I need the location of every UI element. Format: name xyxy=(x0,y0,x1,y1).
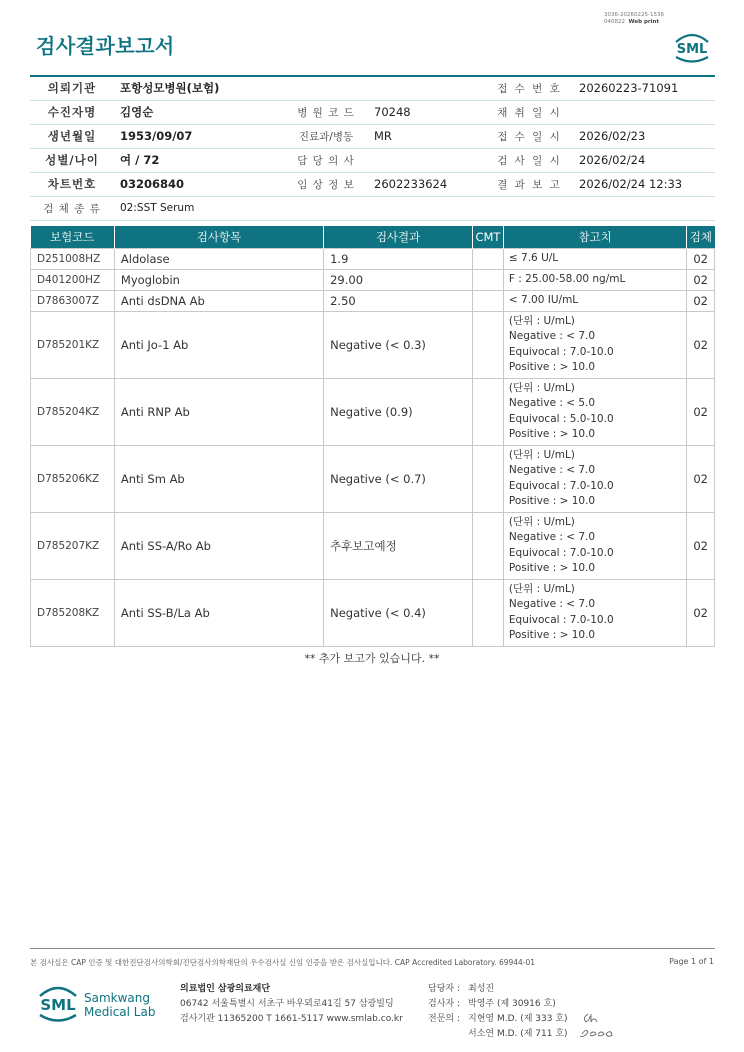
header-insurance-code: 보험코드 xyxy=(31,226,115,248)
reference-line: (단위 : U/mL) xyxy=(508,582,575,595)
reference-line: (단위 : U/mL) xyxy=(508,381,575,394)
label-report-time: 결 과 보 고 xyxy=(486,172,573,196)
cell-cmt xyxy=(472,290,503,311)
table-row xyxy=(31,248,715,269)
reference-line: Negative : < 7.0 xyxy=(508,531,596,543)
label-clinical-info: 임 상 정 보 xyxy=(284,172,368,196)
cell-specimen: 02 xyxy=(687,445,715,512)
staff-role xyxy=(428,1027,468,1042)
staff-name: 서소연 M.D. (제 711 호) xyxy=(468,1029,568,1039)
table-row xyxy=(31,269,715,290)
label-doctor: 담 당 의 사 xyxy=(284,148,368,172)
cell-result: 2.50 xyxy=(324,290,473,311)
print-meta-label: Web print xyxy=(628,19,660,25)
cell-result: Negative (0.9) xyxy=(324,378,473,445)
cell-test-item: Anti SS-B/La Ab xyxy=(114,579,323,646)
reference-line: Equivocal : 5.0-10.0 xyxy=(508,412,614,425)
label-department: 진료과/병동 xyxy=(284,124,368,148)
cell-specimen: 02 xyxy=(687,579,715,646)
cell-insurance-code: D785201KZ xyxy=(31,311,115,378)
info-row xyxy=(30,124,715,148)
staff-row xyxy=(428,982,568,997)
cell-insurance-code: D785204KZ xyxy=(31,378,115,445)
cell-specimen: 02 xyxy=(687,512,715,579)
label-receipt-time: 접 수 일 시 xyxy=(486,124,573,148)
cell-test-item: Anti Jo-1 Ab xyxy=(114,311,323,378)
value-patient-name: 김영순 xyxy=(114,100,284,124)
label-requesting-org: 의뢰기관 xyxy=(30,76,114,100)
cell-reference xyxy=(503,512,686,579)
cell-insurance-code: D785207KZ xyxy=(31,512,115,579)
results-header-row xyxy=(31,226,715,248)
label-sex-age: 성별/나이 xyxy=(30,148,114,172)
value-birth-date: 1953/09/07 xyxy=(114,124,284,148)
staff-list xyxy=(428,982,568,1042)
reference-line: F : 25.00-58.00 ng/mL xyxy=(508,272,626,285)
cell-specimen: 02 xyxy=(687,378,715,445)
footer-organization xyxy=(180,982,403,1027)
sml-logo-icon xyxy=(670,28,714,64)
cell-result: Negative (< 0.3) xyxy=(324,311,473,378)
cell-test-item: Anti RNP Ab xyxy=(114,378,323,445)
staff-name: 지현영 M.D. (제 333 호) xyxy=(468,1014,568,1024)
cell-cmt xyxy=(472,445,503,512)
org-name: 의료법인 삼광의료재단 xyxy=(180,984,271,994)
reference-line: Equivocal : 7.0-10.0 xyxy=(508,613,614,626)
cell-test-item: Anti dsDNA Ab xyxy=(114,290,323,311)
cell-reference xyxy=(503,311,686,378)
value-chart-no: 03206840 xyxy=(114,172,284,196)
reference-line: (단위 : U/mL) xyxy=(508,314,575,327)
logo-text: SML xyxy=(676,42,708,57)
label-specimen-type: 검 체 종 류 xyxy=(30,196,114,220)
label-receipt-no: 접 수 번 호 xyxy=(486,76,573,100)
value-hospital-code: 70248 xyxy=(368,100,486,124)
header-result: 검사결과 xyxy=(324,226,473,248)
footer-logo-line1: Samkwang xyxy=(84,991,150,1005)
table-row xyxy=(31,445,715,512)
signature-image xyxy=(578,1008,614,1042)
cell-result: 추후보고예정 xyxy=(324,512,473,579)
header-specimen: 검체 xyxy=(687,226,715,248)
info-row xyxy=(30,196,715,220)
cell-cmt xyxy=(472,311,503,378)
label-patient-name: 수진자명 xyxy=(30,100,114,124)
staff-role: 전문의 : xyxy=(428,1014,460,1024)
value-receipt-time: 2026/02/23 xyxy=(573,124,715,148)
cell-reference xyxy=(503,248,686,269)
header-reference: 참고치 xyxy=(503,226,686,248)
cell-test-item: Anti Sm Ab xyxy=(114,445,323,512)
reference-line: Positive : > 10.0 xyxy=(508,495,596,507)
page-number: Page 1 of 1 xyxy=(669,957,714,966)
cell-cmt xyxy=(472,512,503,579)
cell-insurance-code: D785208KZ xyxy=(31,579,115,646)
staff-row xyxy=(428,1012,568,1027)
reference-line: (단위 : U/mL) xyxy=(508,515,575,528)
reference-line: Positive : > 10.0 xyxy=(508,428,596,440)
footer-logo-text: SML xyxy=(40,996,76,1014)
cell-insurance-code: D251008HZ xyxy=(31,248,115,269)
staff-role: 검사자 : xyxy=(428,999,460,1009)
table-row xyxy=(31,512,715,579)
info-row xyxy=(30,172,715,196)
info-row xyxy=(30,100,715,124)
table-row xyxy=(31,579,715,646)
footer-logo-line2: Medical Lab xyxy=(84,1005,156,1019)
cell-cmt xyxy=(472,248,503,269)
reference-line: Positive : > 10.0 xyxy=(508,361,596,373)
info-row xyxy=(30,76,715,100)
certification-text: 본 검사실은 CAP 인증 및 대한진단검사의학회/진단검사의학재단의 우수검사실 신임 인증을 받은 검사실입니다. CAP Accredited Laboratory. 69944-01 xyxy=(30,958,536,967)
cell-reference xyxy=(503,269,686,290)
table-row xyxy=(31,378,715,445)
cell-specimen: 02 xyxy=(687,290,715,311)
staff-role: 담당자 : xyxy=(428,984,460,994)
cell-result: 29.00 xyxy=(324,269,473,290)
header-cmt: CMT xyxy=(472,226,503,248)
reference-line: Equivocal : 7.0-10.0 xyxy=(508,546,614,559)
cell-test-item: Anti SS-A/Ro Ab xyxy=(114,512,323,579)
reference-line: Positive : > 10.0 xyxy=(508,629,596,641)
cell-cmt xyxy=(472,378,503,445)
cell-insurance-code: D401200HZ xyxy=(31,269,115,290)
reference-line: Equivocal : 7.0-10.0 xyxy=(508,479,614,492)
cell-specimen: 02 xyxy=(687,311,715,378)
label-chart-no: 차트번호 xyxy=(30,172,114,196)
cell-cmt xyxy=(472,269,503,290)
label-test-time: 검 사 일 시 xyxy=(486,148,573,172)
cell-result: Negative (< 0.4) xyxy=(324,579,473,646)
footer-divider xyxy=(30,948,715,949)
cell-result: Negative (< 0.7) xyxy=(324,445,473,512)
print-meta-line1: 3036-20260225-1536 xyxy=(604,12,664,18)
cell-insurance-code: D785206KZ xyxy=(31,445,115,512)
cell-reference xyxy=(503,579,686,646)
reference-line: Equivocal : 7.0-10.0 xyxy=(508,345,614,358)
value-receipt-no: 20260223-71091 xyxy=(573,76,715,100)
value-requesting-org: 포항성모병원(보험) xyxy=(114,76,486,100)
cell-insurance-code: D7863007Z xyxy=(31,290,115,311)
reference-line: Negative : < 5.0 xyxy=(508,397,596,409)
reference-line: ≤ 7.6 U/L xyxy=(508,251,559,264)
reference-line: Negative : < 7.0 xyxy=(508,464,596,476)
cell-cmt xyxy=(472,579,503,646)
cell-specimen: 02 xyxy=(687,248,715,269)
org-contact: 검사기관 11365200 T 1661-5117 www.smlab.co.kr xyxy=(180,1014,403,1024)
staff-row xyxy=(428,997,568,1012)
page-title: 검사결과보고서 xyxy=(36,34,175,58)
print-meta-code: 040822 xyxy=(604,19,625,25)
cell-reference xyxy=(503,290,686,311)
value-specimen-type: 02:SST Serum xyxy=(114,196,715,220)
value-sex-age: 여 / 72 xyxy=(114,148,284,172)
staff-row xyxy=(428,1027,568,1042)
header-test-item: 검사항목 xyxy=(114,226,323,248)
cell-test-item: Aldolase xyxy=(114,248,323,269)
results-body xyxy=(31,248,715,646)
value-collection-time xyxy=(573,100,715,124)
label-birth-date: 생년월일 xyxy=(30,124,114,148)
table-row xyxy=(31,290,715,311)
reference-line: Positive : > 10.0 xyxy=(508,562,596,574)
org-address: 06742 서울특별시 서초구 바우뫼로41길 57 삼광빌딩 xyxy=(180,999,394,1009)
value-clinical-info: 2602233624 xyxy=(368,172,486,196)
print-meta xyxy=(604,12,664,26)
cell-specimen: 02 xyxy=(687,269,715,290)
label-hospital-code: 병 원 코 드 xyxy=(284,100,368,124)
cell-result: 1.9 xyxy=(324,248,473,269)
cell-reference xyxy=(503,445,686,512)
staff-name: 박영주 (제 30916 호) xyxy=(468,999,556,1009)
table-row xyxy=(31,311,715,378)
value-test-time: 2026/02/24 xyxy=(573,148,715,172)
value-department: MR xyxy=(368,124,486,148)
reference-line: (단위 : U/mL) xyxy=(508,448,575,461)
patient-info-table xyxy=(30,75,715,221)
samkwang-logo xyxy=(38,982,158,1026)
staff-name: 최성진 xyxy=(468,984,495,994)
info-row xyxy=(30,148,715,172)
cell-test-item: Myoglobin xyxy=(114,269,323,290)
reference-line: Negative : < 7.0 xyxy=(508,330,596,342)
additional-report-note: ** 추가 보고가 있습니다. ** xyxy=(304,652,440,665)
results-table xyxy=(30,226,715,647)
reference-line: Negative : < 7.0 xyxy=(508,598,596,610)
reference-line: < 7.00 IU/mL xyxy=(508,293,579,306)
label-collection-time: 채 취 일 시 xyxy=(486,100,573,124)
cell-reference xyxy=(503,378,686,445)
value-doctor xyxy=(368,148,486,172)
value-report-time: 2026/02/24 12:33 xyxy=(573,172,715,196)
